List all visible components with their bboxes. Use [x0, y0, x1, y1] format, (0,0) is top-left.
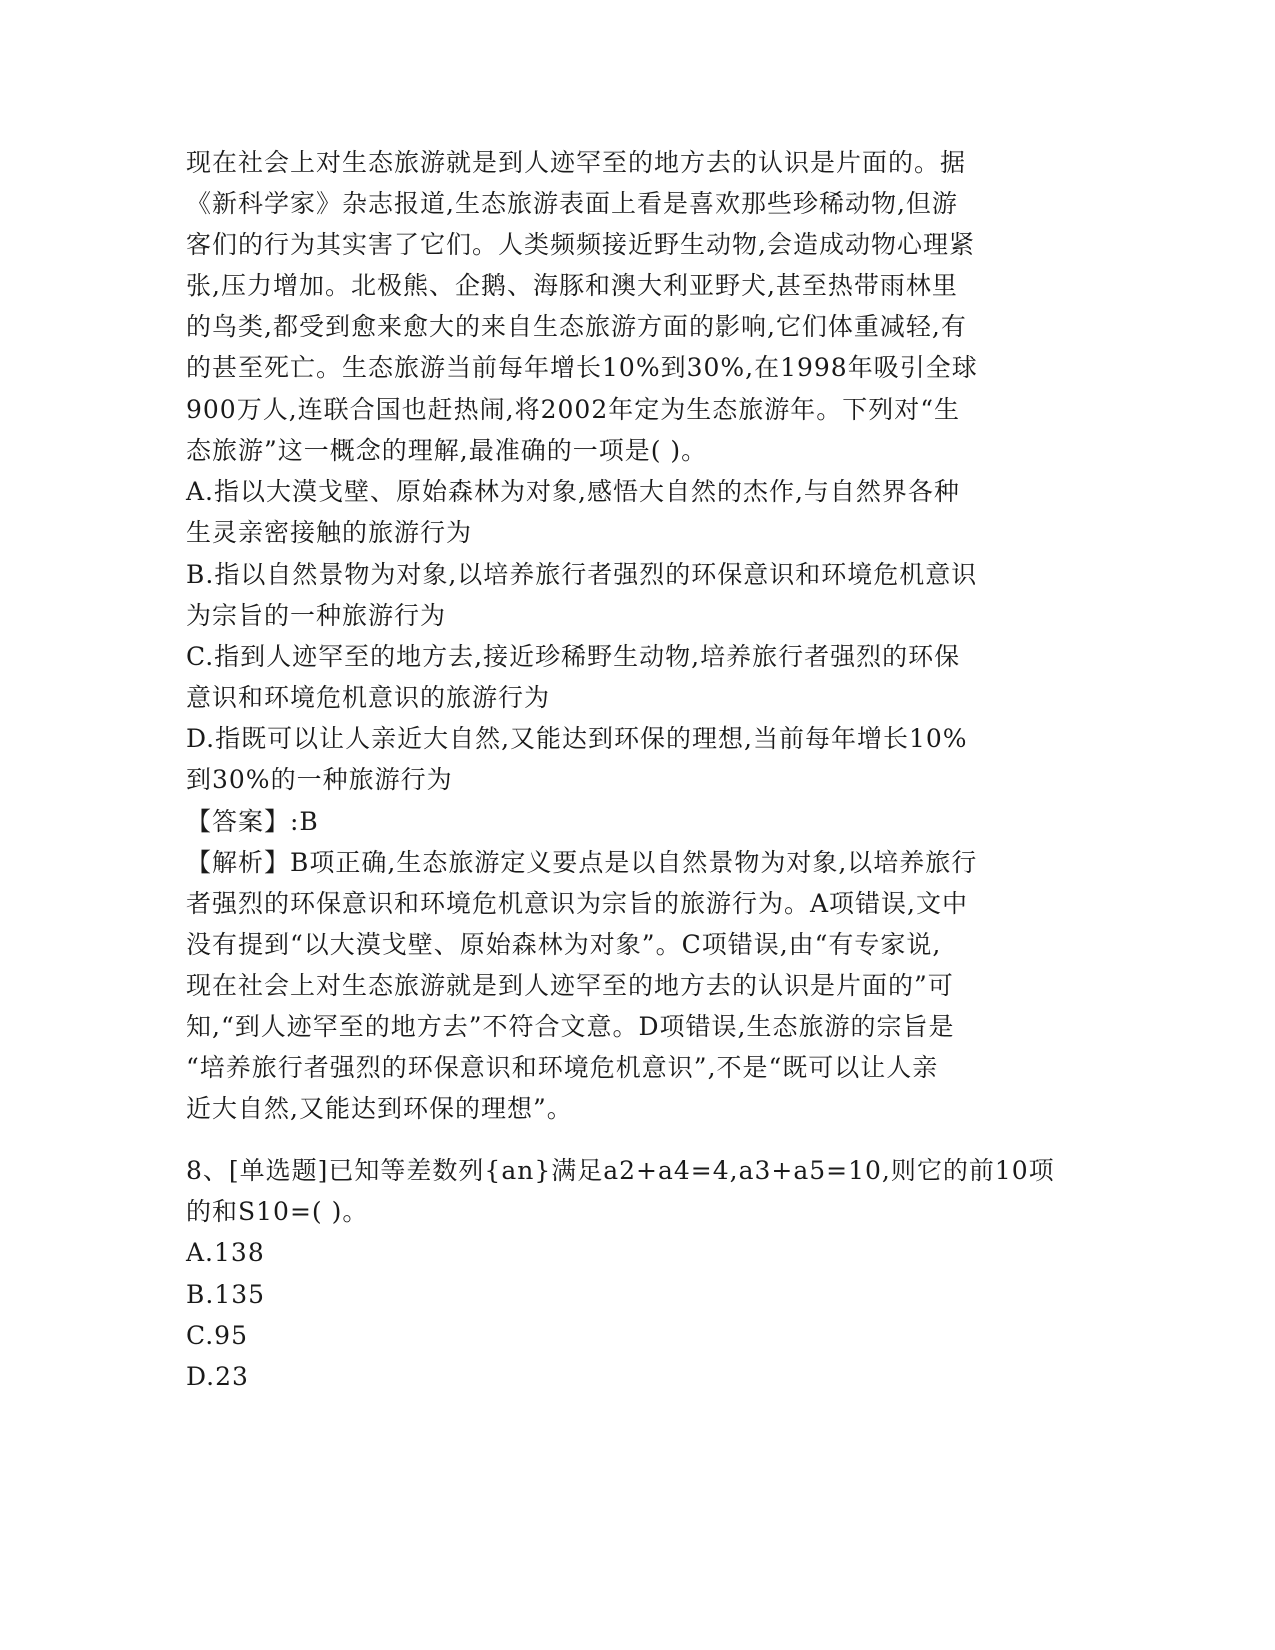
q7-analysis-line: 没有提到“以大漠戈壁、原始森林为对象”。C项错误,由“有专家说,	[186, 930, 942, 959]
q7-stem-line: 的鸟类,都受到愈来愈大的来自生态旅游方面的影响,它们体重减轻,有	[186, 312, 967, 341]
q8-stem-line: 8、[单选题]已知等差数列{an}满足a2+a4=4,a3+a5=10,则它的前10项	[186, 1156, 1055, 1185]
q7-analysis-line: 近大自然,又能达到环保的理想”。	[186, 1094, 573, 1123]
q7-analysis-line: 知,“到人迹罕至的地方去”不符合文意。D项错误,生态旅游的宗旨是	[186, 1012, 955, 1041]
q8-option-b: B.135	[186, 1280, 266, 1309]
q7-option-c: 意识和环境危机意识的旅游行为	[186, 683, 551, 712]
q7-analysis-line: 【解析】B项正确,生态旅游定义要点是以自然景物为对象,以培养旅行	[186, 848, 978, 877]
q7-answer: 【答案】:B	[186, 807, 319, 836]
q7-option-b: B.指以自然景物为对象,以培养旅行者强烈的环保意识和环境危机意识	[186, 560, 978, 589]
q7-stem-line: 现在社会上对生态旅游就是到人迹罕至的地方去的认识是片面的。据	[186, 148, 967, 177]
q7-analysis-line: 现在社会上对生态旅游就是到人迹罕至的地方去的认识是片面的”可	[186, 971, 954, 1000]
q8-stem-line: 的和S10=( )。	[186, 1197, 369, 1226]
q7-option-b: 为宗旨的一种旅游行为	[186, 601, 447, 630]
q7-option-c: C.指到人迹罕至的地方去,接近珍稀野生动物,培养旅行者强烈的环保	[186, 642, 961, 671]
q7-option-a: A.指以大漠戈壁、原始森林为对象,感悟大自然的杰作,与自然界各种	[186, 477, 960, 506]
q7-option-a: 生灵亲密接触的旅游行为	[186, 518, 473, 547]
q8-option-a: A.138	[186, 1238, 265, 1267]
q7-option-d: D.指既可以让人亲近大自然,又能达到环保的理想,当前每年增长10%	[186, 724, 968, 753]
q8-option-d: D.23	[186, 1362, 249, 1391]
q7-stem-line: 张,压力增加。北极熊、企鹅、海豚和澳大利亚野犬,甚至热带雨林里	[186, 271, 958, 300]
q7-analysis-line: “培养旅行者强烈的环保意识和环境危机意识”,不是“既可以让人亲	[186, 1053, 939, 1082]
q7-stem-line: 的甚至死亡。生态旅游当前每年增长10%到30%,在1998年吸引全球	[186, 353, 978, 382]
q7-stem-line: 900万人,连联合国也赶热闹,将2002年定为生态旅游年。下列对“生	[186, 395, 961, 424]
q7-analysis-line: 者强烈的环保意识和环境危机意识为宗旨的旅游行为。A项错误,文中	[186, 889, 969, 918]
q7-option-d: 到30%的一种旅游行为	[186, 765, 453, 794]
q8-option-c: C.95	[186, 1321, 248, 1350]
q7-stem-line: 客们的行为其实害了它们。人类频频接近野生动物,会造成动物心理紧	[186, 230, 975, 259]
q7-stem-line: 态旅游”这一概念的理解,最准确的一项是( )。	[186, 436, 708, 465]
q7-stem-line: 《新科学家》杂志报道,生态旅游表面上看是喜欢那些珍稀动物,但游	[186, 189, 958, 218]
